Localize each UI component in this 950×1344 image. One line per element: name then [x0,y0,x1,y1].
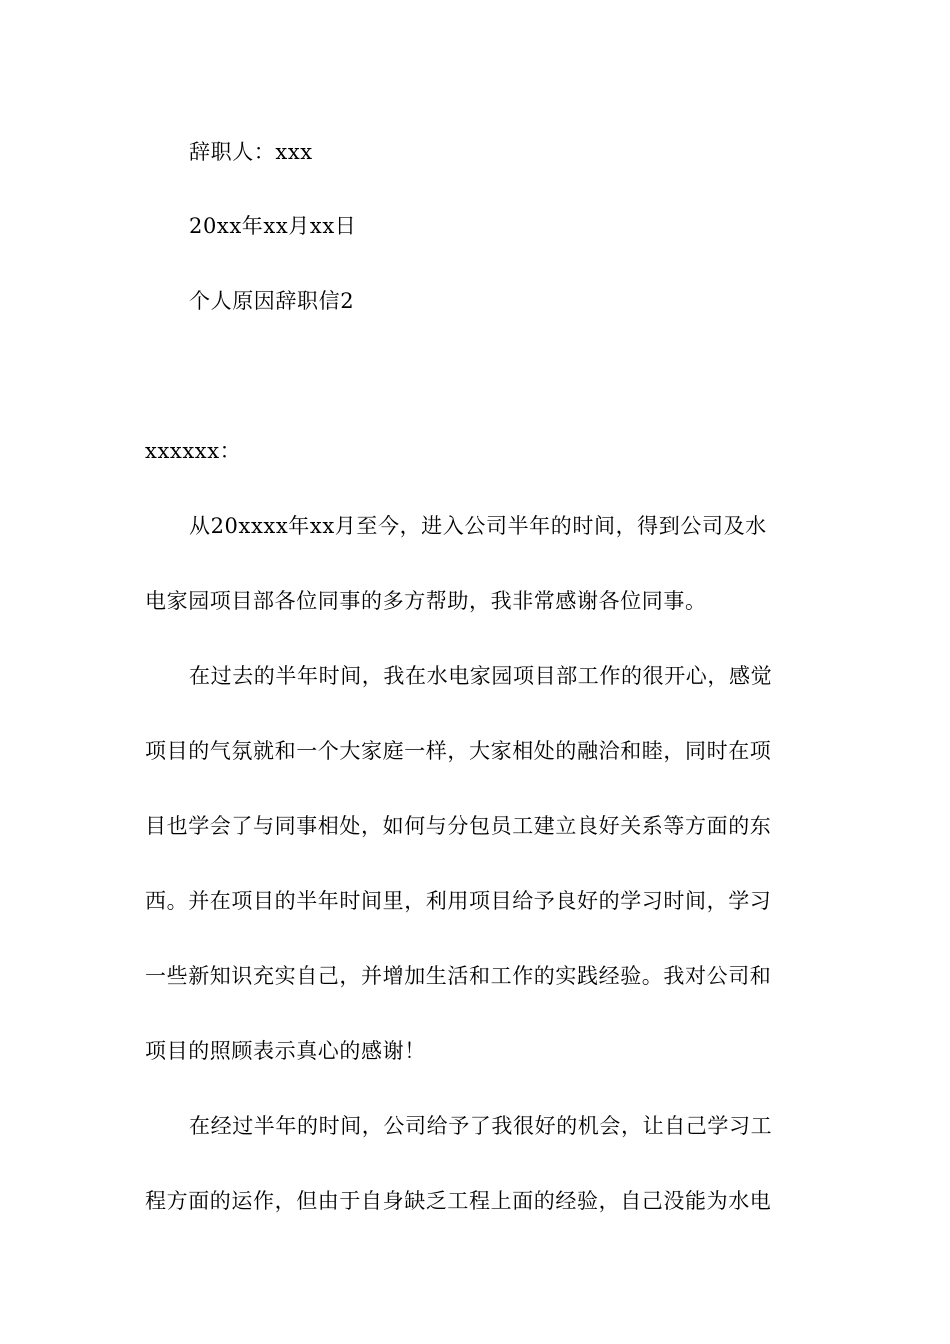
paragraph-2-line-1: 在过去的半年时间，我在水电家园项目部工作的很开心，感觉 [189,664,773,688]
paragraph-2-line-6: 项目的照顾表示真心的感谢！ [145,1039,426,1063]
paragraph-1-line-2: 电家园项目部各位同事的多方帮助，我非常感谢各位同事。 [145,589,707,613]
paragraph-2-line-5: 一些新知识充实自己，并增加生活和工作的实践经验。我对公司和 [145,964,772,988]
paragraph-1-line-1: 从20xxxx年xx月至今，进入公司半年的时间，得到公司及水 [189,514,767,538]
paragraph-2-line-3: 目也学会了与同事相处，如何与分包员工建立良好关系等方面的东 [145,814,772,838]
paragraph-3-line-1: 在经过半年的时间，公司给予了我很好的机会，让自己学习工 [189,1114,773,1138]
salutation: xxxxxx： [145,439,242,463]
letter-title: 个人原因辞职信2 [189,289,355,313]
paragraph-2-line-4: 西。并在项目的半年时间里，利用项目给予良好的学习时间，学习 [145,889,772,913]
paragraph-3-line-2: 程方面的运作，但由于自身缺乏工程上面的经验，自己没能为水电 [145,1189,772,1213]
date-line: 20xx年xx月xx日 [189,214,357,238]
paragraph-2-line-2: 项目的气氛就和一个大家庭一样，大家相处的融洽和睦，同时在项 [145,739,772,763]
resigner-line: 辞职人：xxx [189,140,313,164]
